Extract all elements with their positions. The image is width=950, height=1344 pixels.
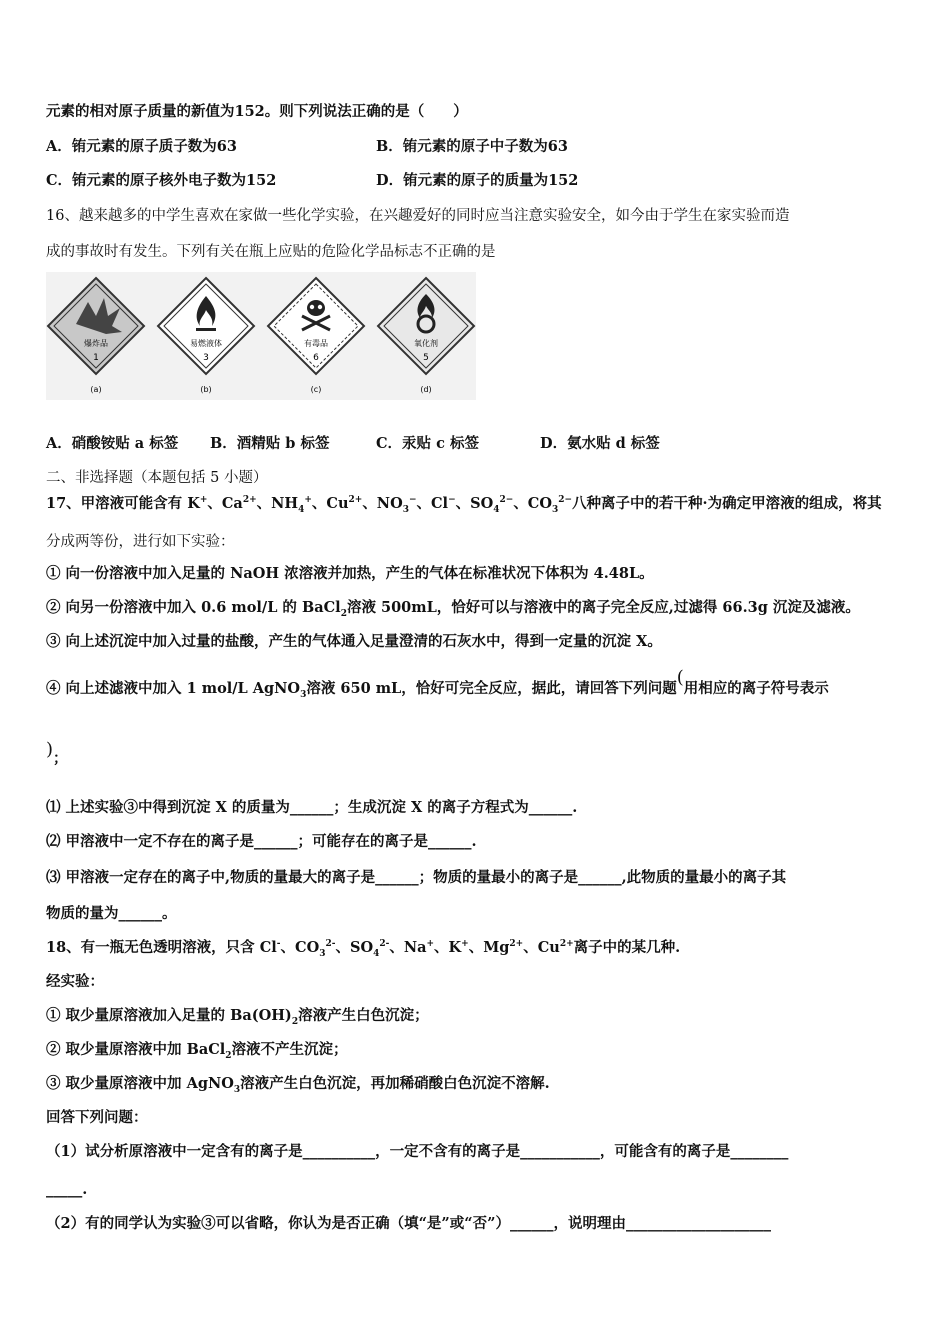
q18-subquestion-1-line1: （1）试分析原溶液中一定含有的离子是__________，一定不含有的离子是___________，可能含有的离子是________	[46, 1143, 789, 1160]
sign-label: 易燃液体	[190, 339, 222, 348]
sign-number: 1	[93, 353, 99, 363]
sign-label: 有毒品	[304, 339, 328, 348]
q18-subquestion-1-line2: _____.	[46, 1181, 88, 1198]
q16-option-d: D．氨水贴 d 标签	[540, 435, 660, 452]
q18-subquestion-2: （2）有的同学认为实验③可以省略，你认为是否正确（填“是”或“否”）______，说明理由____________________	[46, 1215, 771, 1232]
q16-stem-line2: 成的事故时有发生。下列有关在瓶上应贴的危险化学品标志不正确的是	[46, 244, 496, 260]
q18-answer-title: 回答下列问题：	[46, 1109, 148, 1126]
q15-option-a: A．铕元素的原子质子数为63	[46, 138, 237, 155]
q15-option-d: D．铕元素的原子的质量为152	[376, 172, 579, 189]
q18-intro: 18、有一瓶无色透明溶液，只含 Cl-、$CO_3^{2-}$、$SO_4^{2-}$、Na+、K+、$Mg^{2+}$、$Cu^{2+}$离子中的某几种.	[46, 939, 681, 959]
q17-experiment-3: ③ 向上述沉淀中加入过量的盐酸，产生的气体通入足量澄清的石灰水中，得到一定量的沉淀 X。	[46, 633, 662, 650]
sign-caption: (d)	[420, 385, 432, 394]
sign-caption: (b)	[200, 385, 212, 394]
sign-caption: (a)	[90, 385, 102, 394]
q16-option-c: C．汞贴 c 标签	[376, 435, 479, 452]
sign-label: 氧化剂	[414, 339, 438, 348]
q17-subquestion-2: ⑵ 甲溶液中一定不存在的离子是______；可能存在的离子是______.	[46, 833, 477, 850]
q17-intro-line2: 分成两等份，进行如下实验：	[46, 534, 235, 550]
sign-caption: (c)	[310, 385, 322, 394]
q17-experiment-4-end: )；	[46, 739, 68, 767]
q17-experiment-1: ① 向一份溶液中加入足量的 NaOH 浓溶液并加热，产生的气体在标准状况下体积为 4.48L。	[46, 565, 654, 582]
hazard-signs-figure	[46, 272, 476, 400]
q16-option-b: B．酒精贴 b 标签	[210, 435, 330, 452]
q17-subquestion-3-line1: ⑶ 甲溶液一定存在的离子中,物质的量最大的离子是______；物质的量最小的离子是______,此物质的量最小的离子其	[46, 869, 787, 886]
sign-number: 6	[313, 353, 319, 363]
section-heading: 二、非选择题（本题包括 5 小题）	[46, 470, 268, 486]
q18-experiment-2: ② 取少量原溶液中加 BaCl$_2$溶液不产生沉淀；	[46, 1041, 348, 1061]
q17-experiment-4: ④ 向上述滤液中加入 1 mol/L AgNO$_3$溶液 650 mL，恰好可完全反应，据此，请回答下列问题(用相应的离子符号表示	[46, 667, 829, 700]
sign-number: 5	[423, 353, 429, 363]
q16-stem-line1: 16、越来越多的中学生喜欢在家做一些化学实验，在兴趣爱好的同时应当注意实验安全，如今由于学生在家实验而造	[46, 208, 790, 224]
q17-subquestion-1: ⑴ 上述实验③中得到沉淀 X 的质量为______；生成沉淀 X 的离子方程式为______.	[46, 799, 578, 816]
q15-option-b: B．铕元素的原子中子数为63	[376, 138, 568, 155]
q18-experiment-1: ① 取少量原溶液加入足量的 $Ba(OH)_2$溶液产生白色沉淀；	[46, 1007, 429, 1027]
q17-subquestion-3-line2: 物质的量为______。	[46, 905, 177, 922]
q15-option-c: C．铕元素的原子核外电子数为152	[46, 172, 277, 189]
q15-stem: 元素的相对原子质量的新值为152。则下列说法正确的是（ ）	[46, 103, 468, 120]
q17-experiment-2: ② 向另一份溶液中加入 0.6 mol/L 的 BaCl$_2$溶液 500mL，恰好可以与溶液中的离子完全反应,过滤得 66.3g 沉淀及滤液。	[46, 599, 860, 619]
q18-experiment-3: ③ 取少量原溶液中加 AgNO$_3$溶液产生白色沉淀，再加稀硝酸白色沉淀不溶解.	[46, 1075, 550, 1095]
sign-label: 爆炸品	[84, 339, 108, 348]
q17-intro: 17、甲溶液可能含有 K+、$Ca^{2+}$、$NH_4^+$、$Cu^{2+}$、$NO_3^-$、Cl−、$SO_4^{2-}$、$CO_3^{2-}$八种离子中的若干种·为确定甲溶液的组成，将其	[46, 495, 882, 515]
q16-option-a: A．硝酸铵贴 a 标签	[46, 435, 179, 452]
sign-number: 3	[203, 353, 209, 363]
q18-experiments-title: 经实验：	[46, 973, 104, 990]
